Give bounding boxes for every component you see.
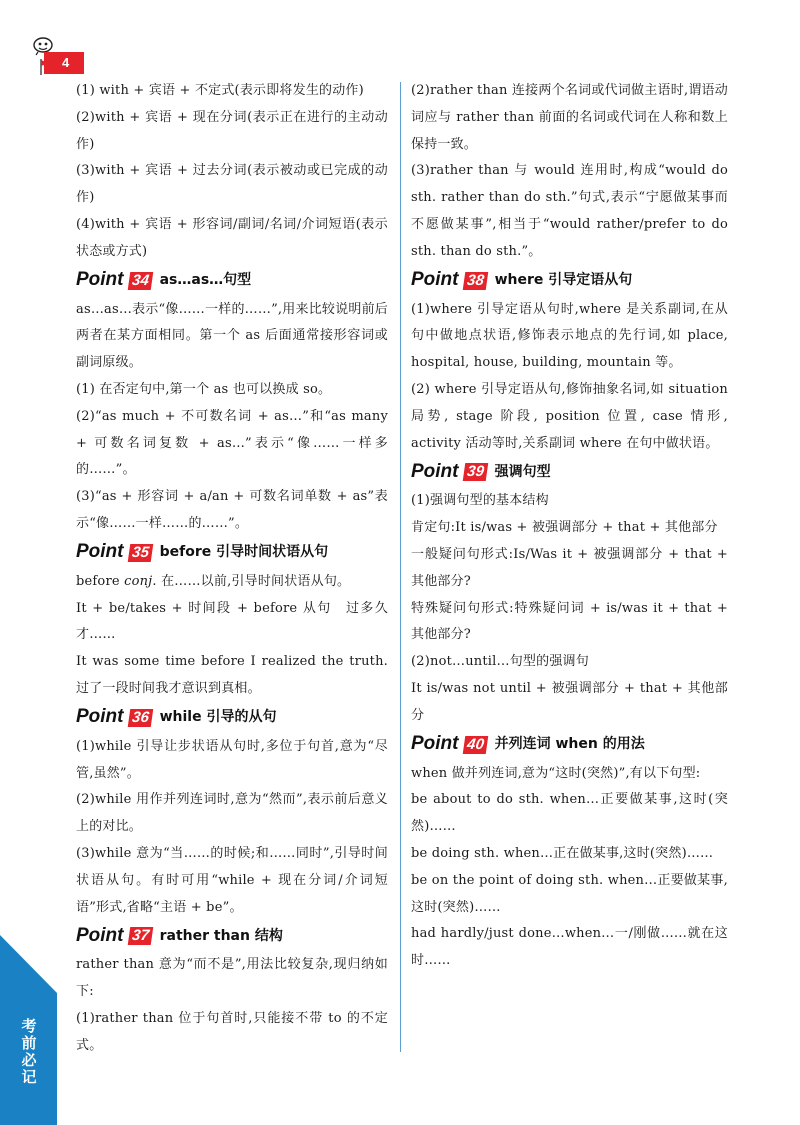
point-number-badge: 34 — [127, 272, 153, 290]
text-line: (3)rather than 与 would 连用时,构成“would do sth. rather than do sth.”句式,表示“宁愿做某事而不愿做某事”,相当于“would rather/prefer to do sth. than do sth.”。 — [411, 163, 728, 259]
text-line: be on the point of doing sth. when…正要做某事,这时(突然)…… — [411, 872, 728, 915]
point-35-heading — [76, 539, 388, 567]
text-line: (1) 在否定句中,第一个 as 也可以换成 so。 — [76, 381, 332, 397]
point-title: 强调句型 — [494, 463, 551, 480]
text-line: rather than 意为“而不是”,用法比较复杂,现归纳如下: — [76, 957, 388, 1000]
text-line: as…as…表示“像……一样的……”,用来比较说明前后两者在某方面相同。第一个 as 后面通常接形容词或副词原级。 — [76, 301, 388, 371]
point-title: where 引导定语从句 — [494, 272, 633, 289]
point-number-badge: 40 — [462, 736, 488, 754]
point-number-badge: 36 — [127, 709, 153, 727]
text-line: (4)with + 宾语 + 形容词/副词/名词/介词短语(表示状态或方式) — [76, 216, 388, 259]
text-line: (2)while 用作并列连词时,意为“然而”,表示前后意义上的对比。 — [76, 792, 388, 835]
part-of-speech: conj. — [124, 573, 157, 589]
text-line: had hardly/just done…when…一/刚做……就在这时…… — [411, 926, 728, 969]
point-36-heading — [76, 704, 388, 732]
point-title: as…as…句型 — [159, 272, 252, 289]
text-line: (2)rather than 连接两个名词或代词做主语时,谓语动词应与 rather than 前面的名词或代词在人称和数上保持一致。 — [411, 83, 728, 152]
right-column — [411, 78, 728, 975]
point-title: before 引导时间状语从句 — [159, 544, 329, 561]
text-line: (3)while 意为“当……的时候;和……同时”,引导时间状语从句。有时可用“while + 现在分词/介词短语”形式,省略“主语 + be”。 — [76, 845, 388, 915]
point-34-heading — [76, 267, 388, 295]
point-label: Point — [76, 541, 124, 563]
point-title: 并列连词 when 的用法 — [494, 736, 645, 753]
text-line: (1)强调句型的基本结构 — [411, 493, 549, 509]
text-line — [76, 569, 388, 596]
text-line: (2)“as much + 不可数名词 + as…”和“as many + 可数名词复数 + as…”表示“像……一样多的……”。 — [76, 408, 388, 478]
point-label: Point — [76, 706, 124, 728]
text-line: be about to do sth. when…正要做某事,这时(突然)…… — [411, 792, 728, 835]
point-label: Point — [76, 269, 124, 291]
text-line: It is/was not until + 被强调部分 + that + 其他部分 — [411, 680, 728, 723]
text-line: when 做并列连词,意为“这时(突然)”,有以下句型: — [411, 765, 701, 781]
text-line: (2)not…until…句型的强调句 — [411, 654, 589, 670]
point-number-badge: 38 — [462, 272, 488, 290]
left-column — [76, 78, 388, 1060]
column-divider — [400, 82, 401, 1052]
point-label: Point — [411, 733, 459, 755]
page-number: 4 — [44, 52, 84, 74]
text-line: (2) where 引导定语从句,修饰抽象名词,如 situation 局势, stage 阶段, position 位置, case 情形, activity 活动等时,关系副词 where 在句中做状语。 — [411, 381, 728, 451]
point-title: rather than 结构 — [159, 927, 283, 944]
text-fragment: 在……以前,引导时间状语从句。 — [156, 573, 351, 589]
side-tab-label: 考前必记 — [21, 1017, 37, 1086]
point-number-badge: 35 — [127, 544, 153, 562]
point-38-heading — [411, 267, 728, 295]
point-label: Point — [411, 460, 459, 482]
text-line: It was some time before I realized the truth. 过了一段时间我才意识到真相。 — [76, 654, 388, 696]
text-line: (1)while 引导让步状语从句时,多位于句首,意为“尽管,虽然”。 — [76, 738, 388, 781]
text-line: (1) with + 宾语 + 不定式(表示即将发生的动作) — [76, 83, 364, 98]
text-line: (1)rather than 位于句首时,只能接不带 to 的不定式。 — [76, 1010, 388, 1053]
text-line: (3)“as + 形容词 + a/an + 可数名词单数 + as”表示“像……一样……的……”。 — [76, 489, 388, 531]
point-title: while 引导的从句 — [159, 709, 277, 726]
point-40-heading — [411, 731, 728, 759]
text-line: 肯定句:It is/was + 被强调部分 + that + 其他部分 — [411, 520, 718, 536]
text-fragment: before — [76, 573, 125, 589]
text-line: (3)with + 宾语 + 过去分词(表示被动或已完成的动作) — [76, 163, 388, 206]
text-line: (1)where 引导定语从句时,where 是关系副词,在从句中做地点状语,修饰表示地点的先行词,如 place, hospital, house, building, mountain 等。 — [411, 301, 728, 371]
point-39-heading — [411, 458, 728, 486]
text-line: (2)with + 宾语 + 现在分词(表示正在进行的主动动作) — [76, 109, 388, 152]
point-label: Point — [76, 924, 124, 946]
text-line: 特殊疑问句形式:特殊疑问词 + is/was it + that + 其他部分? — [411, 600, 728, 643]
text-line: 一般疑问句形式:Is/Was it + 被强调部分 + that + 其他部分? — [411, 546, 728, 589]
point-number-badge: 37 — [127, 927, 153, 945]
point-number-badge: 39 — [462, 463, 488, 481]
text-line: It + be/takes + 时间段 + before 从句 过多久才…… — [76, 600, 388, 643]
point-37-heading — [76, 922, 388, 950]
text-line: be doing sth. when…正在做某事,这时(突然)…… — [411, 845, 714, 861]
point-label: Point — [411, 269, 459, 291]
